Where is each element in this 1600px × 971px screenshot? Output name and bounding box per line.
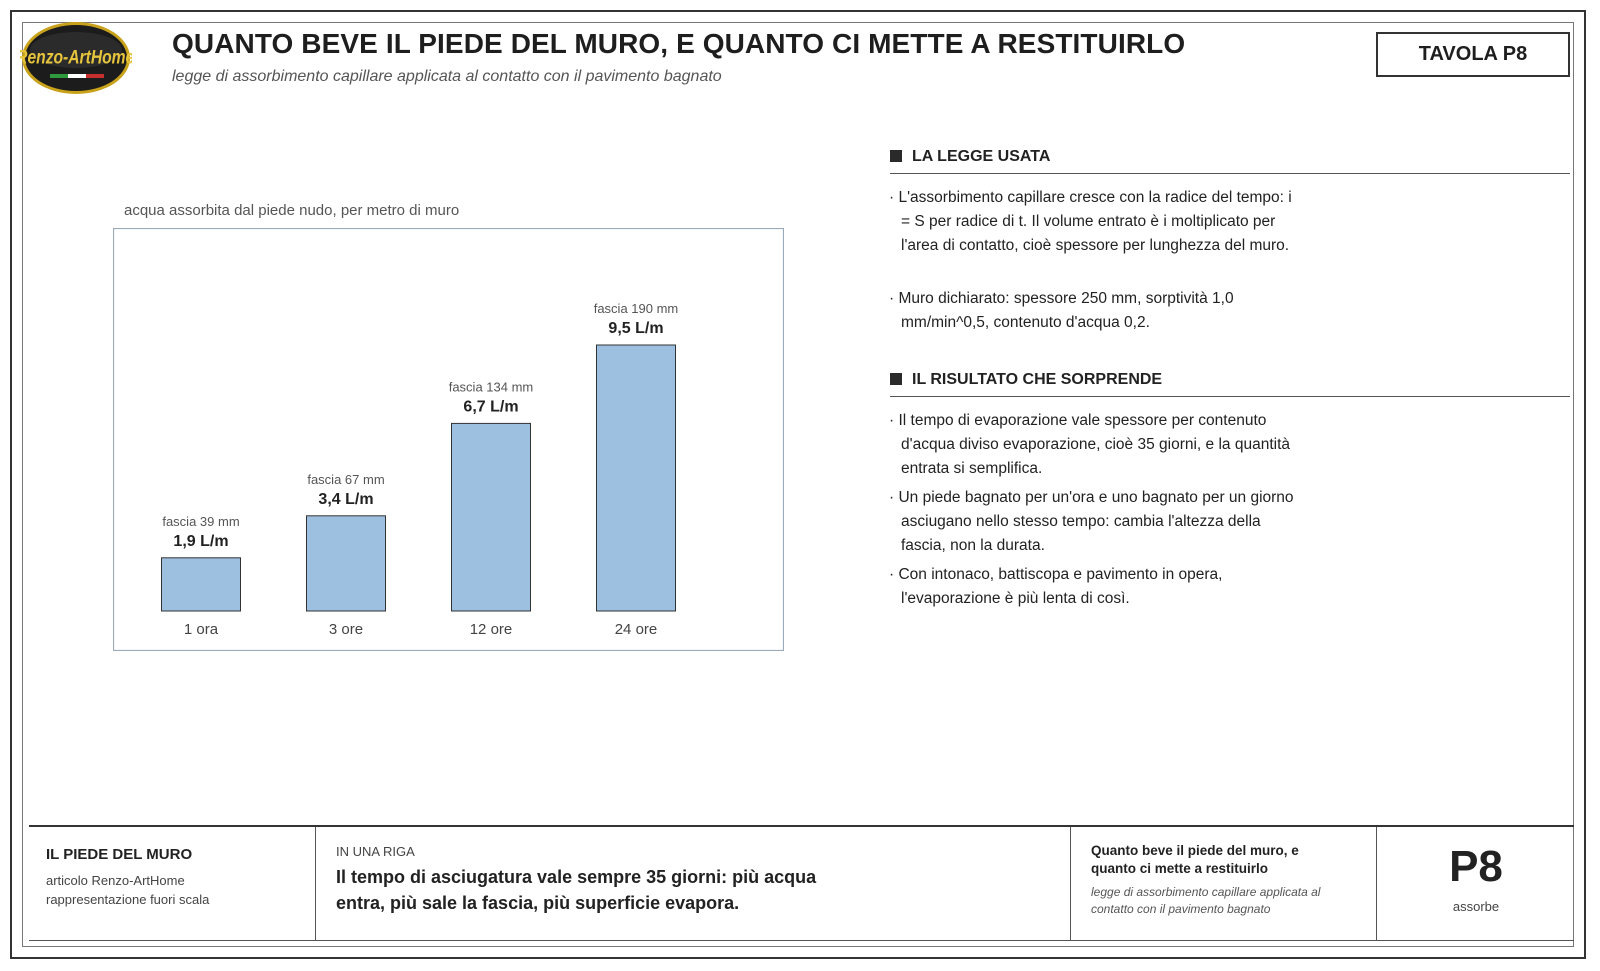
bar-band-label: fascia 134 mm	[448, 379, 534, 395]
bar	[307, 516, 386, 611]
bullet-legge-2: · Muro dichiarato: spessore 250 mm, sorptività 1,0 mm/min^0,5, contenuto d'acqua 0,2.	[889, 290, 1234, 331]
footer-divider	[1070, 827, 1071, 940]
bullet-risultato-2: · Un piede bagnato per un'ora e uno bagnato per un giorno asciugano nello stesso tempo: cambia l'altezza della fascia, non la durata.	[889, 489, 1294, 554]
section-rule	[890, 173, 1570, 174]
footer-right-subtitle: legge di assorbimento capillare applicata al contatto con il pavimento bagnato	[1091, 885, 1321, 916]
footer-bottom-rule	[29, 940, 1574, 941]
section-marker	[890, 150, 902, 162]
footer-divider	[315, 827, 316, 940]
footer-block-title: IL PIEDE DEL MURO	[46, 846, 193, 863]
bar-chart	[113, 228, 784, 651]
footer-top-rule	[29, 825, 1574, 827]
footer-scale-line: rappresentazione fuori scala	[46, 892, 210, 907]
section-heading-risultato: IL RISULTATO CHE SORPRENDE	[912, 371, 1163, 388]
tavola-code-sub: assorbe	[1452, 899, 1500, 914]
bar	[597, 345, 676, 611]
page-title: QUANTO BEVE IL PIEDE DEL MURO, E QUANTO CI METTE A RESTITUIRLO	[172, 28, 1186, 59]
bar-band-label: fascia 39 mm	[162, 513, 240, 529]
x-tick-label: 3 ore	[328, 621, 364, 638]
bar-value-label: 3,4 L/m	[318, 490, 374, 508]
tavola-code: P8	[1449, 842, 1503, 891]
bar-value-label: 9,5 L/m	[608, 320, 664, 337]
bullet-legge-1: · L'assorbimento capillare cresce con la radice del tempo: i = S per radice di t. Il volume entrato è i moltiplicato per l'area di contatto, cioè spessore per lunghezza del muro.	[889, 189, 1292, 254]
bar-band-label: fascia 67 mm	[307, 471, 385, 487]
x-tick-label: 12 ore	[469, 621, 513, 638]
logo-text: Renzo-ArtHome	[20, 46, 132, 69]
bar-value-label: 6,7 L/m	[463, 398, 519, 416]
section-marker	[890, 373, 902, 385]
section-heading-legge: LA LEGGE USATA	[912, 148, 1051, 165]
bar-value-label: 1,9 L/m	[173, 532, 229, 550]
bar	[162, 558, 241, 611]
x-tick-label: 24 ore	[614, 621, 658, 638]
section-rule	[890, 396, 1570, 397]
bullet-risultato-1: · Il tempo di evaporazione vale spessore per contenuto d'acqua diviso evaporazione, cioè 35 giorni, e la quantità entrata si semplifica.	[889, 412, 1290, 477]
x-tick-label: 1 ora	[183, 621, 219, 638]
tavola-badge: TAVOLA P8	[1376, 32, 1570, 77]
footer-riga-text: Il tempo di asciugatura vale sempre 35 giorni: più acqua entra, più sale la fascia, più superficie evapora.	[336, 867, 817, 913]
page-subtitle: legge di assorbimento capillare applicata al contatto con il pavimento bagnato	[172, 68, 722, 85]
bar	[452, 423, 531, 611]
footer-right-title: Quanto beve il piede del muro, e quanto ci mette a restituirlo	[1091, 843, 1299, 876]
chart-caption: acqua assorbita dal piede nudo, per metro di muro	[124, 202, 460, 219]
bar-band-label: fascia 190 mm	[593, 301, 679, 316]
bullet-risultato-3: · Con intonaco, battiscopa e pavimento in opera, l'evaporazione è più lenta di così.	[889, 566, 1223, 607]
footer-riga-label: IN UNA RIGA	[336, 844, 415, 859]
footer-article-line: articolo Renzo-ArtHome	[46, 873, 185, 888]
brand-logo	[20, 20, 132, 96]
